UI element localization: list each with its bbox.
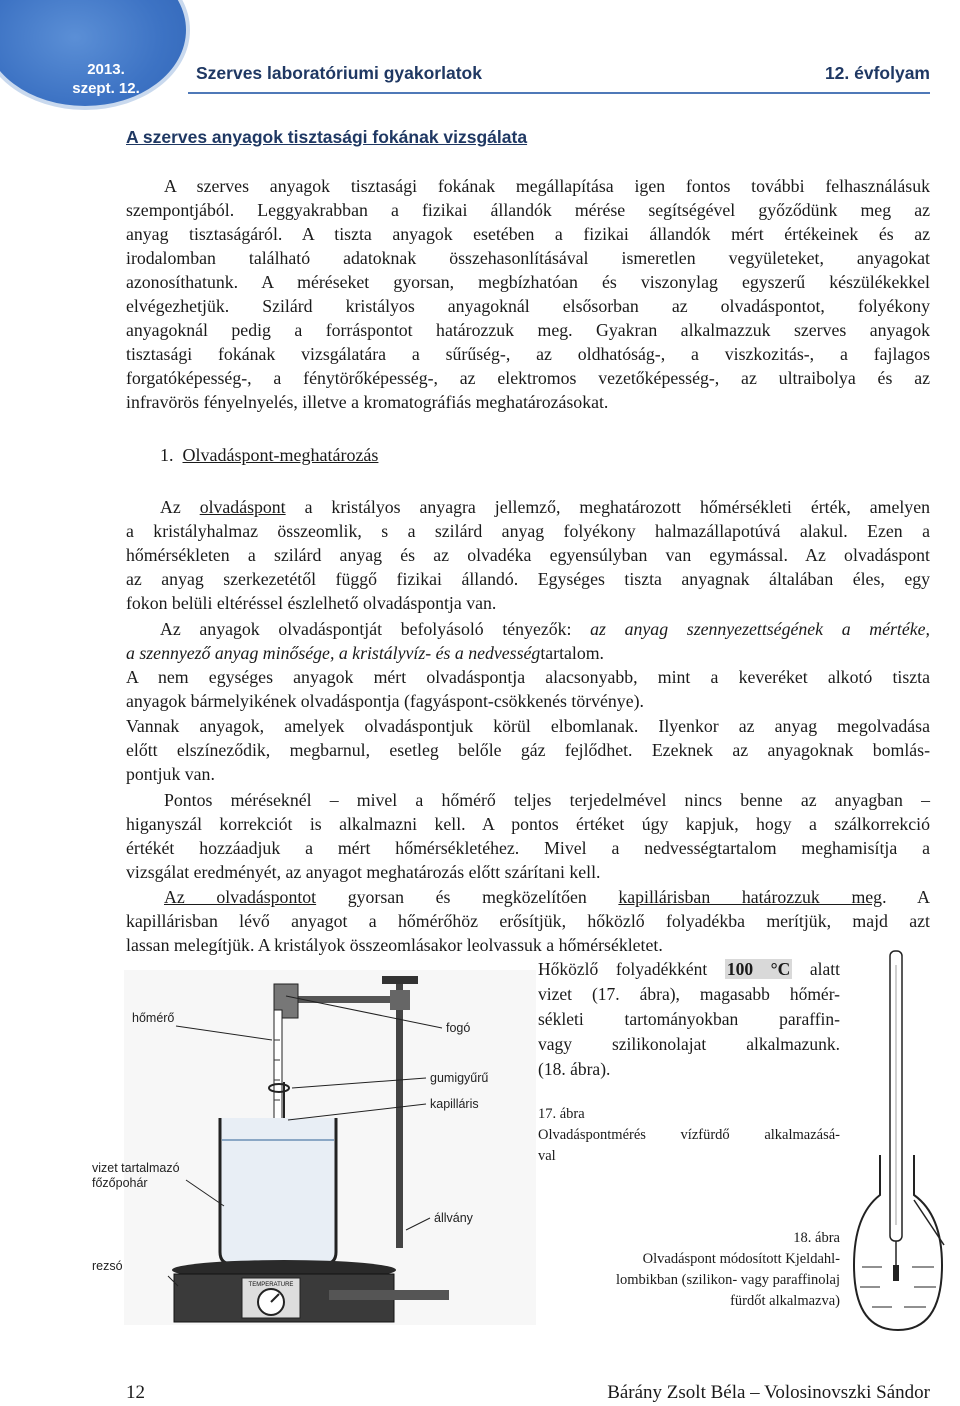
label-beaker-2: főzőpohár — [92, 1176, 148, 1190]
dial-label: TEMPERATURE — [248, 1282, 294, 1288]
label-capillary: kapilláris — [430, 1097, 479, 1111]
text-line: Az olvadáspont a kristályos anyagra jellemző, meghatározott hőmérsékleti érték, amelyen — [160, 497, 930, 517]
figure-18-flask — [852, 945, 952, 1335]
text-line: pontjuk van. — [126, 764, 215, 784]
label-hotplate: rezsó — [92, 1259, 123, 1273]
figure-18-caption: 18. ábra Olvadáspont módosított Kjeldahl- lombikban (szilikon- vagy paraffinolaj fürdőt alkalmazva) — [615, 1230, 840, 1309]
rod-cap — [382, 976, 418, 984]
label-stand: állvány — [434, 1211, 473, 1225]
text-line: elvégezhetjük. Szilárd kristályos anyagoknál elsősorban az olvadáspontot, folyékony — [126, 296, 930, 316]
text-line: azonosíthatunk. A méréseket gyorsan, megbízhatóan és viszonylag egyszerű készülékekkel — [126, 272, 930, 292]
text-line: Az olvadáspontot gyorsan és megközelítően kapillárisban határozzuk meg. A — [164, 887, 930, 907]
label-beaker: vizet tartalmazó — [92, 1161, 180, 1175]
figure-17-caption: 17. ábra Olvadáspontmérés vízfürdő alkalmazásá- val — [538, 1106, 840, 1164]
text-line: vizet (17. ábra), magasabb hőmér- — [538, 984, 840, 1004]
paragraph-definition — [126, 495, 930, 615]
grade-label: 12. évfolyam — [824, 63, 930, 83]
paragraph-correction — [126, 788, 930, 884]
text-line: Vannak anyagok, amelyek olvadáspontjuk körül elbomlanak. Ilyenkor az anyag megolvadása — [126, 716, 930, 736]
thermometer-bulb — [893, 1265, 899, 1281]
text-line: anyagoknál pedig a forráspontot határozzuk meg. Gyakran alkalmazzuk szerves anyagok — [126, 320, 930, 340]
text-line: higanyszál korrekciót is alkalmazni kell. A pontos értéket úgy kapjuk, hogy a szálkorrekció — [126, 814, 930, 834]
figure-17-apparatus — [92, 970, 536, 1325]
text-line: előtt elszíneződik, megbarnul, esetleg belőle gáz fejlődhet. Ezeknek az anyagoknak bomlás- — [126, 740, 930, 760]
text-line: irodalomban található adatoknak összehasonlításával ismeretlen vegyületeket, anyagokat — [126, 248, 930, 268]
figure-side-text — [538, 957, 840, 1082]
intro-paragraph — [126, 174, 930, 414]
text-line: vizsgálat eredményét, az anyagot meghatározás előtt szárítani kell. — [126, 862, 601, 882]
text-line: értékét hozzáadjuk a mért hőmérsékletéhez. Mivel a nedvességtartalom meghamisítja a — [126, 838, 930, 858]
text-line: fokon belüli eltéréssel észlelhető olvadáspontja van. — [126, 593, 497, 613]
text-line: szempontjából. Leggyakrabban a fizikai állandók mérése segítségével győződünk meg az — [126, 200, 930, 220]
text-line: anyagok bármelyikének olvadáspontja (fagyáspont-csökkenés törvénye). — [126, 691, 644, 711]
text-line: lassan melegítjük. A kristályok összeomlásakor leolvassuk a hőmérsékletet. — [126, 935, 663, 955]
date-label: 2013. szept. 12. — [72, 61, 140, 97]
text-line: a szennyező anyag minősége, a kristályvíz- és a nedvességtartalom. — [126, 643, 605, 663]
paragraph-factors — [126, 617, 930, 665]
label-rubber-ring: gumigyűrű — [430, 1071, 489, 1085]
label-clamp: fogó — [446, 1021, 471, 1035]
text-line: hőmérsékleten a szilárd anyag és az olvadéka egyensúlyban van egymással. Az olvadáspont — [126, 545, 930, 565]
course-title: Szerves laboratóriumi gyakorlatok — [196, 63, 482, 83]
text-line: kapillárisban lévő anyagot a hőmérőhöz erősítjük, hőközlő folyadékba merítjük, majd azt — [126, 911, 930, 931]
text-line: A nem egységes anyagok mért olvadáspontja alacsonyabb, mint a keveréket alkotó tiszta — [126, 667, 930, 687]
section-heading: 1. Olvadáspont-meghatározás — [160, 445, 379, 465]
text-line: Az anyagok olvadáspontját befolyásoló tényezők: az anyag szennyezettségének a mértéke, — [160, 619, 930, 639]
page-number: 12 — [126, 1382, 145, 1403]
text-line: a kristályhalmaz összeomlik, s a szilárd anyag folyékony halmazállapotúvá alakul. Ezen a — [126, 521, 930, 541]
page-header — [196, 63, 930, 89]
text-line: az anyag szerkezetétől függő fizikai állandó. Egységes tiszta anyagnak általában éles, egy — [126, 569, 930, 589]
stand-base — [329, 1290, 449, 1300]
text-line: anyag tisztaságáról. A tiszta anyagok esetében a fizikai állandók mért értékeinek és az — [126, 224, 930, 244]
text-line: (18. ábra). — [538, 1059, 611, 1079]
header-divider — [188, 92, 930, 94]
text-line: forgatóképesség-, a fénytörőképesség-, az elektromos vezetőképesség-, az ultraibolya és az — [126, 368, 930, 388]
paragraph-capillary — [126, 885, 930, 957]
text-line: tisztasági fokának vizsgálatára a sűrűség-, az oldhatóság-, a viszkozitás-, a fajlagos — [126, 344, 930, 364]
page-footer — [126, 1382, 930, 1404]
text-line: sékleti tartományokban paraffin- — [538, 1009, 840, 1029]
side-arm — [914, 1200, 944, 1245]
text-line: vagy szilikonolajat alkalmazunk. — [538, 1034, 840, 1054]
paragraph-decomposition — [126, 714, 930, 786]
text-line: Hőközlő folyadékként 100 °C alatt — [538, 959, 841, 979]
authors: Bárány Zsolt Béla – Volosinovszki Sándor — [607, 1382, 930, 1403]
text-line: A szerves anyagok tisztasági fokának megállapítása igen fontos további felhasználásuk — [164, 176, 930, 196]
text-line: infravörös fényelnyelés, illetve a kromatográfiás meghatározásokat. — [126, 392, 609, 412]
page-title: A szerves anyagok tisztasági fokának vizsgálata — [126, 127, 528, 147]
paragraph-mixtures — [126, 665, 930, 713]
text-line: Pontos méréseknél – mivel a hőmérő teljes terjedelmével nincs benne az anyagban – — [164, 790, 930, 810]
label-thermometer: hőmérő — [132, 1011, 175, 1025]
clamp-boss — [390, 990, 410, 1010]
